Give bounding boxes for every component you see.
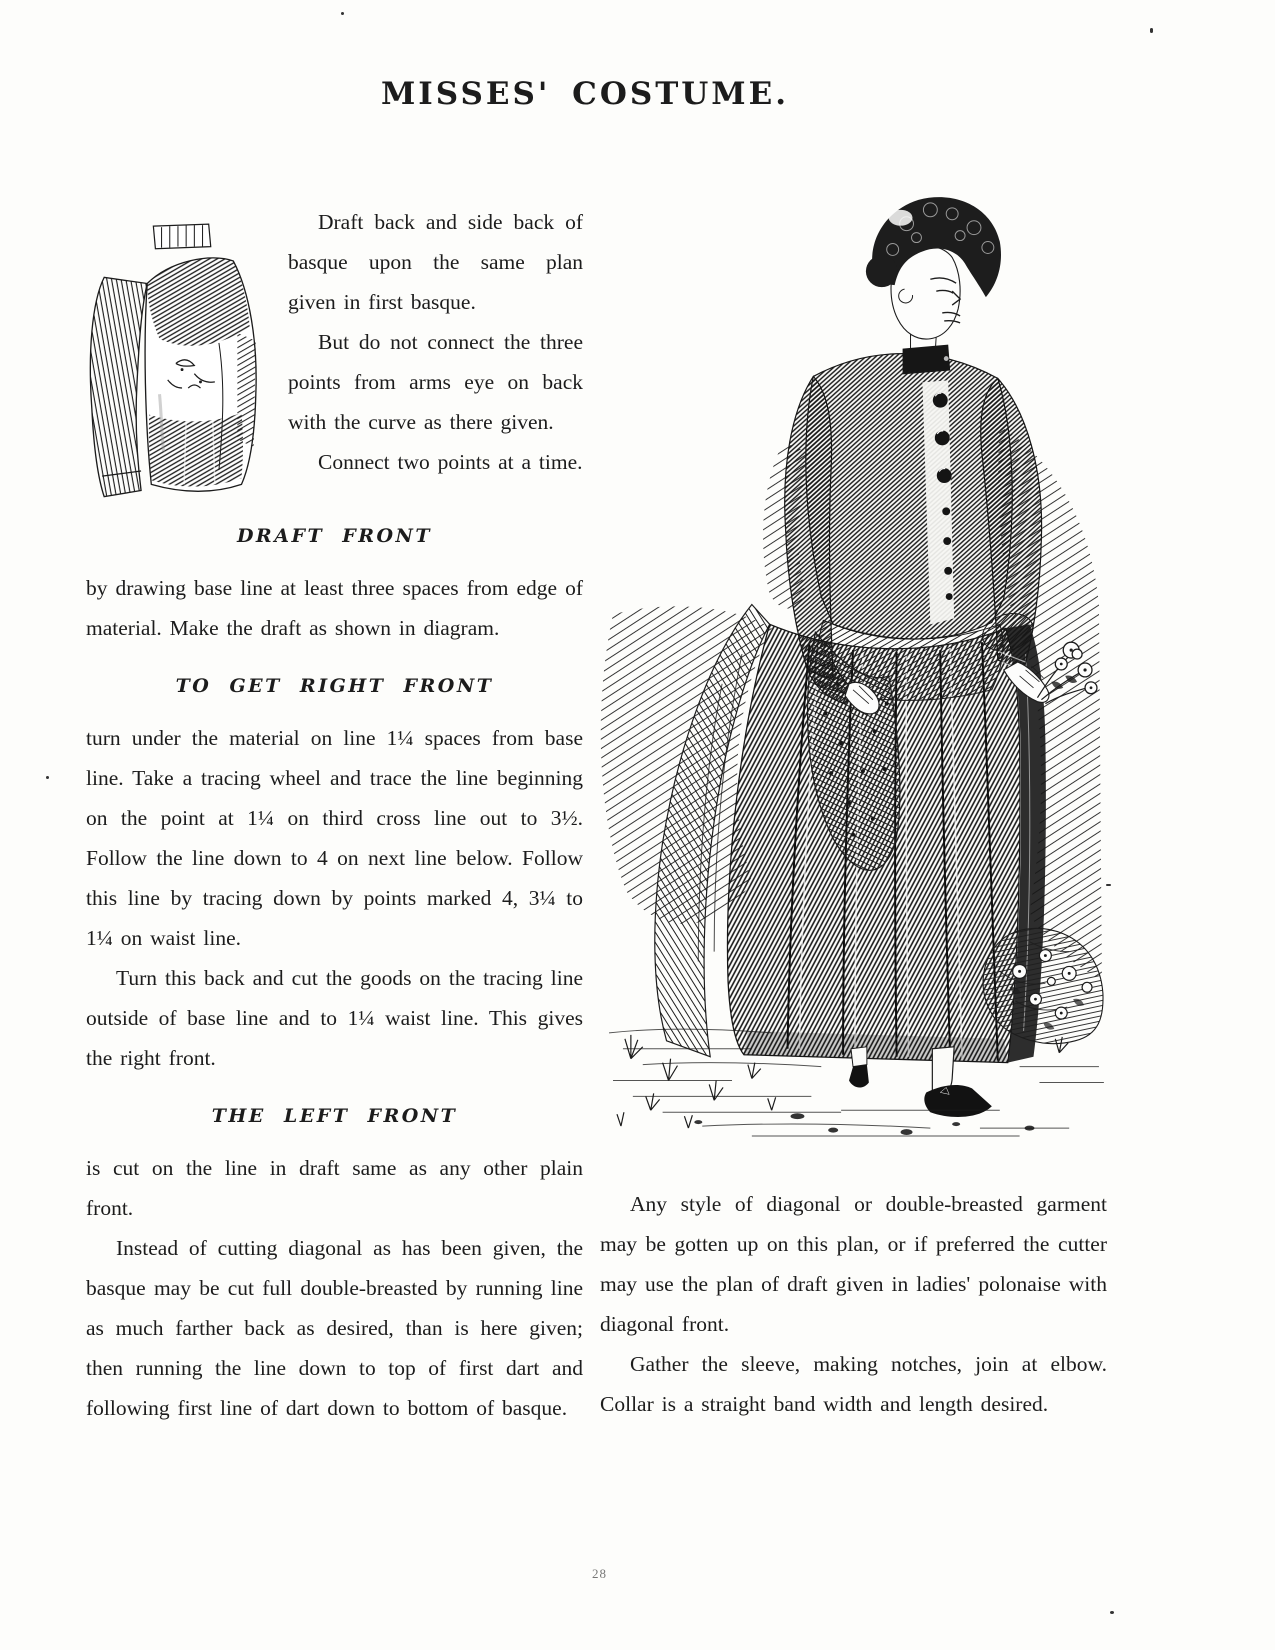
paragraph-left-front-2: Instead of cutting diagonal as has been given, the basque may be cut full double-breasted by running line as much farther back as desired, than is here given; then running the line down to top of first dart and following first line of dart down to bottom of basque. (86, 1236, 583, 1420)
page-number: 28 (592, 1566, 607, 1581)
paragraph-right-front-1: turn under the material on line 1¼ spaces from base line. Take a tracing wheel and trace the line beginning on the point at 1¼ on third cross line out to 3½. Follow the line down to 4 on next line below. Follow this line by tracing down by points marked 4, 3¼ to 1¼ on waist line. (86, 726, 583, 950)
paragraph-intro-3: Connect two points at a time. (318, 450, 583, 474)
paragraph-gather-sleeve: Gather the sleeve, making notches, join at elbow. Collar is a straight band width and length desired. (600, 1352, 1107, 1416)
heading-draft-front: DRAFT FRONT (236, 525, 433, 547)
scan-speck (46, 776, 49, 779)
right-column (600, 188, 1107, 1424)
scan-speck (1110, 1611, 1114, 1614)
paragraph-right-front-2: Turn this back and cut the goods on the tracing line outside of base line and to 1¼ waist line. This gives the right front. (86, 966, 583, 1070)
right-column-text (600, 1184, 1107, 1424)
heading-right-front: TO GET RIGHT FRONT (175, 675, 494, 697)
scan-speck (341, 12, 344, 15)
paragraph-intro-1: Draft back and side back of basque upon the same plan given in first basque. (288, 210, 583, 314)
paragraph-left-front-1: is cut on the line in draft same as any other plain front. (86, 1156, 583, 1220)
basque-back-illustration (86, 220, 274, 512)
left-column (86, 202, 583, 1428)
basque-jacket-engraving (86, 220, 274, 512)
page-title: MISSES' COSTUME. (380, 76, 790, 112)
paragraph-any-style: Any style of diagonal or double-breasted garment may be gotten up on this plan, or if preferred the cutter may use the plan of draft given in ladies' polonaise with diagonal front. (600, 1192, 1107, 1336)
heading-left-front: THE LEFT FRONT (211, 1105, 458, 1127)
costume-figure-illustration (600, 188, 1107, 1140)
paragraph-draft-front: by drawing base line at least three spaces from edge of material. Make the draft as shown in diagram. (86, 576, 583, 640)
costume-engraving (600, 188, 1107, 1140)
scan-speck (1150, 28, 1153, 33)
paragraph-intro-2: But do not connect the three points from arms eye on back with the curve as there given. (288, 330, 583, 434)
scan-speck (1106, 884, 1111, 886)
